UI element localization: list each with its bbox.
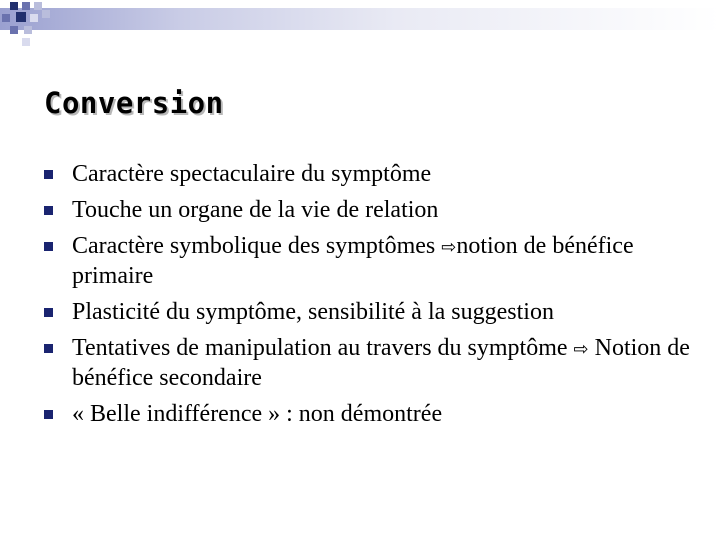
- header-gradient-bar: [0, 8, 720, 30]
- decor-square: [16, 12, 26, 22]
- decor-square: [24, 26, 32, 34]
- bullet-text: notion de bénéfice primaire: [72, 233, 634, 289]
- bullet-item: [44, 232, 704, 290]
- bullet-text: Plasticité du symptôme, sensibilité à la suggestion: [72, 299, 554, 325]
- decor-square: [22, 38, 30, 46]
- bullet-text: Touche un organe de la vie de relation: [72, 197, 439, 223]
- bullet-square-icon: [44, 170, 53, 179]
- bullet-text: Caractère spectaculaire du symptôme: [72, 161, 432, 187]
- bullet-text: Caractère symbolique des symptômes: [72, 233, 442, 259]
- right-arrow-icon: ⇨: [573, 339, 589, 360]
- bullet-item: [44, 400, 704, 428]
- decor-square: [30, 14, 38, 22]
- bullet-list: [44, 160, 704, 436]
- bullet-item: [44, 160, 704, 188]
- decor-square: [42, 10, 50, 18]
- bullet-item: [44, 298, 704, 326]
- bullet-text: Tentatives de manipulation au travers du symptôme: [72, 335, 574, 361]
- bullet-square-icon: [44, 308, 53, 317]
- bullet-square-icon: [44, 242, 53, 251]
- decor-square: [22, 2, 30, 10]
- right-arrow-icon: ⇨: [441, 237, 457, 258]
- bullet-square-icon: [44, 344, 53, 353]
- bullet-square-icon: [44, 410, 53, 419]
- decor-square: [2, 14, 10, 22]
- bullet-square-icon: [44, 206, 53, 215]
- decor-square: [34, 2, 42, 10]
- bullet-text: Notion de bénéfice secondaire: [72, 335, 690, 391]
- decor-square: [10, 2, 18, 10]
- slide-title: Conversion: [44, 86, 224, 120]
- bullet-item: [44, 196, 704, 224]
- bullet-text: « Belle indifférence » : non démontrée: [72, 401, 443, 427]
- decor-square: [10, 26, 18, 34]
- bullet-item: [44, 334, 704, 392]
